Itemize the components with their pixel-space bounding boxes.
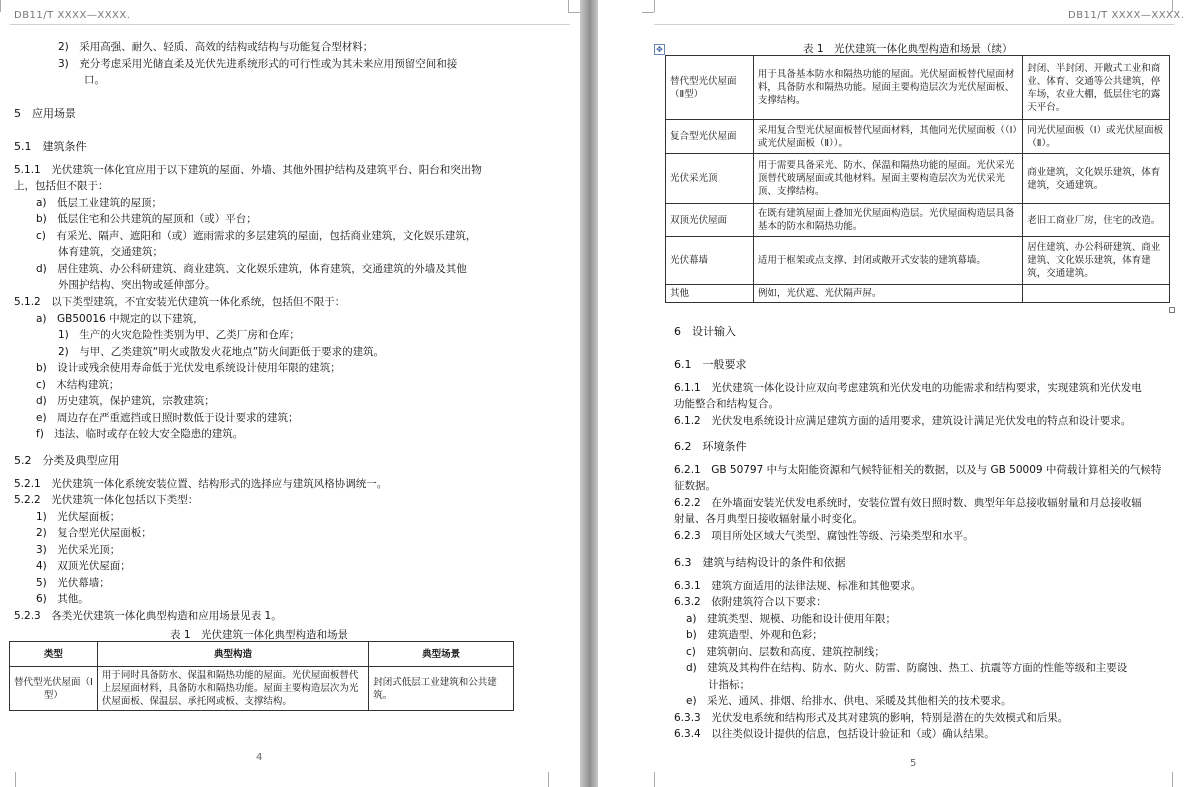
list-item: b) 低层住宅和公共建筑的屋顶和（或）平台； — [36, 213, 257, 225]
clause: 5.2.2 光伏建筑一体化包括以下类型： — [14, 494, 199, 506]
table-cell-structure: 例如，光伏遮、光伏隔声屏。 — [753, 285, 1022, 303]
clause: 6.2.1 GB 50797 中与太阳能资源和气候特征相关的数据，以及与 GB 50009 中荷载计算相关的气候特 — [674, 464, 1162, 476]
paragraph-line: 外围护结构、突出物或延伸部分。 — [58, 279, 216, 291]
crop-mark — [568, 12, 580, 13]
table-row — [10, 667, 514, 711]
list-item: 4) 双顶光伏屋面； — [36, 560, 131, 572]
document-page-5 — [598, 0, 1201, 787]
column-header: 典型场景 — [369, 642, 514, 667]
list-item: 2) 与甲、乙类建筑“明火或散发火花地点”防火间距低于要求的建筑。 — [58, 346, 385, 358]
clause: 6.3.3 光伏发电系统和结构形式及其对建筑的影响，特别是潜在的失效模式和后果。 — [674, 712, 1069, 724]
header-rule — [10, 24, 570, 25]
table-cell-scenario: 居住建筑、办公科研建筑、商业建筑、文化娱乐建筑，体育建筑，交通建筑。 — [1023, 237, 1170, 285]
table-cell-structure: 适用于框架或点支撑、封闭或敞开式安装的建筑幕墙。 — [753, 237, 1022, 285]
section-heading: 5 应用场景 — [14, 107, 76, 120]
table-cell-scenario: 封闭式低层工业建筑和公共建筑。 — [369, 667, 514, 711]
list-item: d) 建筑及其构件在结构、防水、防火、防雷、防腐蚀、热工、抗震等方面的性能等级和主要设 — [686, 662, 1128, 674]
clause: 5.1.2 以下类型建筑，不宜安装光伏建筑一体化系统，包括但不限于： — [14, 296, 346, 308]
list-item: c) 有采光、隔声、遮阳和（或）遮雨需求的多层建筑的屋面，包括商业建筑，文化娱乐建筑， — [36, 230, 477, 242]
list-item: 1) 生产的火灾危险性类别为甲、乙类厂房和仓库； — [58, 329, 300, 341]
table-cell-scenario: 同光伏屋面板（Ⅰ）或光伏屋面板（Ⅱ）。 — [1023, 120, 1170, 154]
table-cell-type: 复合型光伏屋面 — [666, 120, 754, 154]
table-cell-type: 光伏采光顶 — [666, 154, 754, 204]
column-header: 类型 — [10, 642, 98, 667]
list-item: b) 建筑造型、外观和色彩； — [686, 629, 823, 641]
clause: 5.1.1 光伏建筑一体化宜应用于以下建筑的屋面、外墙、其他外围护结构及建筑平台、阳台和突出物 — [14, 164, 482, 176]
list-item: c) 建筑朝向、层数和高度、建筑控制线； — [686, 646, 885, 658]
header-rule — [654, 24, 1174, 25]
crop-mark — [642, 12, 654, 13]
table-row — [666, 154, 1170, 204]
section-heading: 6 设计输入 — [674, 325, 736, 338]
table-resize-handle[interactable] — [1169, 307, 1175, 313]
paragraph-line: 体育建筑，交通建筑； — [58, 246, 163, 258]
list-item: d) 居住建筑、办公科研建筑、商业建筑、文化娱乐建筑，体育建筑，交通建筑的外墙及其他 — [36, 263, 467, 275]
page-number: 4 — [256, 752, 263, 763]
paragraph-line: 计指标； — [708, 679, 750, 691]
clause: 6.3.4 以往类似设计提供的信息，包括设计验证和（或）确认结果。 — [674, 728, 995, 740]
clause: 5.2.3 各类光伏建筑一体化典型构造和应用场景见表 1。 — [14, 610, 282, 622]
paragraph-line: 口。 — [84, 74, 105, 86]
table-cell-structure: 在既有建筑屋面上叠加光伏屋面构造层。光伏屋面构造层具备基本的防水和隔热功能。 — [753, 204, 1022, 237]
table-caption: 表 1 光伏建筑一体化典型构造和场景（续） — [803, 43, 1013, 55]
clause: 6.3.2 依附建筑符合以下要求： — [674, 596, 827, 608]
list-item: 5) 光伏幕墙； — [36, 577, 110, 589]
table-row — [666, 204, 1170, 237]
crop-mark — [0, 0, 1, 12]
table-cell-type: 替代型光伏屋面（Ⅱ型） — [666, 56, 754, 120]
paragraph-line: 上，包括但不限于： — [14, 180, 109, 192]
column-header: 典型构造 — [97, 642, 368, 667]
list-item: 3) 充分考虑采用光储直柔及光伏先进系统形式的可行性或为其未来应用预留空间和接 — [58, 58, 458, 70]
paragraph-line: 功能整合和结构复合。 — [674, 398, 779, 410]
crop-mark — [654, 0, 655, 12]
table-row — [666, 237, 1170, 285]
list-item: a) GB50016 中规定的以下建筑， — [36, 313, 204, 325]
scenario-table — [9, 641, 514, 711]
section-heading: 5.1 建筑条件 — [14, 140, 87, 153]
table-header-row — [10, 642, 514, 667]
clause: 6.1.1 光伏建筑一体化设计应双向考虑建筑和光伏发电的功能需求和结构要求，实现建筑和光伏发电 — [674, 382, 1142, 394]
table-cell-type: 双顶光伏屋面 — [666, 204, 754, 237]
list-item: 2) 复合型光伏屋面板； — [36, 527, 152, 539]
list-item: c) 木结构建筑； — [36, 379, 120, 391]
table-cell-type: 光伏幕墙 — [666, 237, 754, 285]
table-cell-scenario: 老旧工商业厂房，住宅的改造。 — [1023, 204, 1170, 237]
section-heading: 6.3 建筑与结构设计的条件和依据 — [674, 556, 846, 569]
crop-mark — [1172, 772, 1173, 787]
clause: 5.2.1 光伏建筑一体化系统安装位置、结构形式的选择应与建筑风格协调统一。 — [14, 478, 388, 490]
list-item: a) 低层工业建筑的屋顶； — [36, 197, 163, 209]
section-heading: 6.1 一般要求 — [674, 358, 747, 371]
table-cell-scenario — [1023, 285, 1170, 303]
list-item: 3) 光伏采光顶； — [36, 544, 121, 556]
crop-mark — [568, 0, 569, 12]
clause: 6.2.3 项目所处区域大气类型、腐蚀性等级、污染类型和水平。 — [674, 530, 974, 542]
document-page-4 — [0, 0, 580, 787]
list-item: f) 违法、临时或存在较大安全隐患的建筑。 — [36, 428, 244, 440]
page-header: DB11/T XXXX—XXXX. — [1068, 10, 1185, 21]
table-cell-scenario: 封闭、半封闭、开敞式工业和商业、体育、交通等公共建筑，停车场，农业大棚，低层住宅的露天平台。 — [1023, 56, 1170, 120]
paragraph-line: 征数据。 — [674, 480, 716, 492]
table-cell-type: 其他 — [666, 285, 754, 303]
table-caption: 表 1 光伏建筑一体化典型构造和场景 — [170, 629, 349, 641]
section-heading: 5.2 分类及典型应用 — [14, 454, 120, 467]
list-item: 6) 其他。 — [36, 593, 89, 605]
table-cell-structure: 采用复合型光伏屋面板替代屋面材料，其他同光伏屋面板（（Ⅰ）或光伏屋面板（Ⅱ））。 — [753, 120, 1022, 154]
list-item: d) 历史建筑，保护建筑，宗教建筑； — [36, 395, 215, 407]
list-item: 1) 光伏屋面板； — [36, 511, 121, 523]
table-cell-structure: 用于需要具备采光、防水、保温和隔热功能的屋面。光伏采光顶替代玻璃屋面或其他材料。屋面主要构造层次为光伏采光顶、支撑结构。 — [753, 154, 1022, 204]
page-number: 5 — [910, 758, 917, 769]
clause: 6.2.2 在外墙面安装光伏发电系统时，安装位置有效日照时数、典型年年总接收辐射量和月总接收辐 — [674, 497, 1142, 509]
list-item: e) 周边存在严重遮挡或日照时数低于设计要求的建筑； — [36, 412, 299, 424]
list-item: 2) 采用高强、耐久、轻质、高效的结构或结构与功能复合型材料； — [58, 41, 374, 53]
page-gutter — [580, 0, 598, 787]
clause: 6.3.1 建筑方面适用的法律法规、标准和其他要求。 — [674, 580, 922, 592]
scenario-table-continued — [665, 55, 1170, 303]
table-row — [666, 285, 1170, 303]
crop-mark — [548, 772, 549, 787]
table-move-handle[interactable]: ✥ — [654, 44, 665, 55]
list-item: e) 采光、通风、排烟、给排水、供电、采暖及其他相关的技术要求。 — [686, 695, 1012, 707]
table-row — [666, 120, 1170, 154]
table-cell-scenario: 商业建筑，文化娱乐建筑，体育建筑，交通建筑。 — [1023, 154, 1170, 204]
clause: 6.1.2 光伏发电系统设计应满足建筑方面的适用要求，建筑设计满足光伏发电的特点和设计要求。 — [674, 415, 1132, 427]
paragraph-line: 射量、各月典型日接收辐射量小时变化。 — [674, 513, 863, 525]
table-row — [666, 56, 1170, 120]
table-cell-structure: 用于具备基本防水和隔热功能的屋面。光伏屋面板替代屋面材料，具备防水和隔热功能。屋面主要构造层次为光伏屋面板、支撑结构。 — [753, 56, 1022, 120]
section-heading: 6.2 环境条件 — [674, 440, 747, 453]
list-item: a) 建筑类型、规模、功能和设计使用年限； — [686, 613, 897, 625]
list-item: b) 设计或残余使用寿命低于光伏发电系统设计使用年限的建筑； — [36, 362, 341, 374]
page-header: DB11/T XXXX—XXXX. — [14, 10, 131, 21]
table-cell-structure: 用于同时具备防水、保温和隔热功能的屋面。光伏屋面板替代上层屋面材料，具备防水和隔热功能。屋面主要构造层次为光伏屋面板、保温层、承托网或板、支撑结构。 — [97, 667, 368, 711]
crop-mark — [15, 772, 16, 787]
crop-mark — [654, 772, 655, 787]
table-cell-type: 替代型光伏屋面（Ⅰ型） — [10, 667, 98, 711]
